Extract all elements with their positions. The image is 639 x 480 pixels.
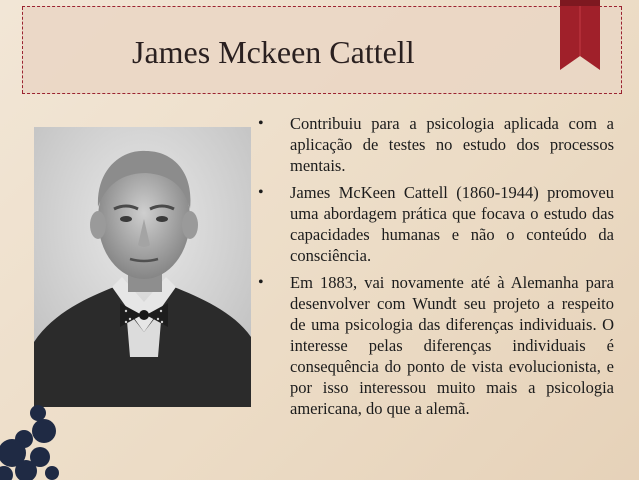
bullet-item xyxy=(258,182,614,266)
bullet-text: Contribuiu para a psicologia aplicada com a aplicação de testes no estudo dos processos mentais. xyxy=(290,114,614,175)
slide-title: James Mckeen Cattell xyxy=(132,34,415,70)
portrait-photo xyxy=(34,127,251,407)
bookmark-ribbon-icon xyxy=(558,0,602,74)
bullet-item xyxy=(258,113,614,176)
bullet-marker: • xyxy=(258,184,264,201)
bullet-text: James McKeen Cattell (1860-1944) promoveu uma abordagem prática que focava o estudo das capacidades humanas e não o conteúdo da consciência. xyxy=(290,183,614,265)
bullet-marker: • xyxy=(258,274,264,291)
decorative-dots-icon xyxy=(0,395,80,480)
bullet-list xyxy=(258,113,614,425)
bullet-marker: • xyxy=(258,115,264,132)
bullet-text: Em 1883, vai novamente até à Alemanha para desenvolver com Wundt seu projeto a respeito de uma psicologia das diferenças individuais. O interesse pelas diferenças individuais é consequência do ponto de vista evolucionista, e por isso interessou muito mais a psicologia americana, do que a alemã. xyxy=(290,273,614,418)
bullet-item xyxy=(258,272,614,419)
